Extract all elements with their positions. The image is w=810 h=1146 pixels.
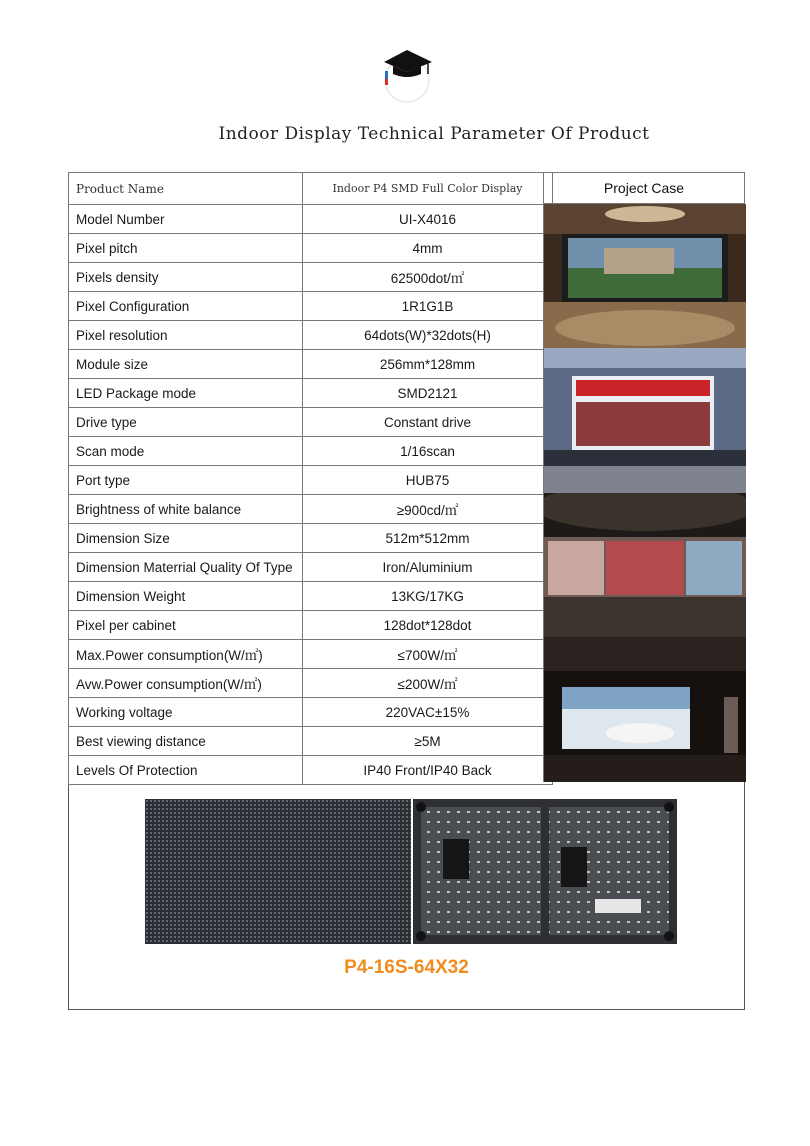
table-row [69, 582, 553, 611]
row-label: Dimension Materrial Quality Of Type [69, 553, 303, 582]
project-photo-showroom [544, 493, 746, 637]
row-label: Dimension Weight [69, 582, 303, 611]
table-row [69, 727, 553, 756]
table-row [69, 321, 553, 350]
project-case-photos [543, 204, 745, 782]
table-row [69, 350, 553, 379]
row-label: Max.Power consumption(W/㎡) [69, 640, 303, 669]
row-label: Pixel resolution [69, 321, 303, 350]
table-row [69, 524, 553, 553]
row-label: Pixel pitch [69, 234, 303, 263]
row-value: 220VAC±15% [303, 698, 553, 727]
table-row [69, 640, 553, 669]
row-value: 1/16scan [303, 437, 553, 466]
table-row [69, 756, 553, 785]
header-value: Indoor P4 SMD Full Color Display [303, 173, 553, 205]
row-value: 13KG/17KG [303, 582, 553, 611]
row-value: ≥900cd/㎡ [303, 495, 553, 524]
row-value: 64dots(W)*32dots(H) [303, 321, 553, 350]
row-value: 256mm*128mm [303, 350, 553, 379]
table-row [69, 437, 553, 466]
row-value: HUB75 [303, 466, 553, 495]
row-value: IP40 Front/IP40 Back [303, 756, 553, 785]
row-label: Working voltage [69, 698, 303, 727]
row-label: Scan mode [69, 437, 303, 466]
row-label: Model Number [69, 205, 303, 234]
project-case-header: Project Case [543, 172, 745, 204]
spec-table [68, 172, 553, 785]
row-value: Constant drive [303, 408, 553, 437]
row-label: Pixels density [69, 263, 303, 292]
table-header-row [69, 173, 553, 205]
project-photo-hall [544, 204, 746, 348]
brand-logo [376, 44, 438, 106]
table-row [69, 611, 553, 640]
table-row [69, 553, 553, 582]
row-value: 62500dot/㎡ [303, 263, 553, 292]
project-photo-car-display [544, 637, 746, 782]
row-value: SMD2121 [303, 379, 553, 408]
row-label: Dimension Size [69, 524, 303, 553]
row-label: Avw.Power consumption(W/㎡) [69, 669, 303, 698]
table-row [69, 698, 553, 727]
table-row [69, 263, 553, 292]
led-module-photo [145, 799, 677, 944]
document-title: Indoor Display Technical Parameter Of Product [218, 124, 650, 144]
row-value: UI-X4016 [303, 205, 553, 234]
row-value: ≤700W/㎡ [303, 640, 553, 669]
row-value: ≥5M [303, 727, 553, 756]
row-value: 512m*512mm [303, 524, 553, 553]
table-row [69, 669, 553, 698]
row-value: 128dot*128dot [303, 611, 553, 640]
table-row [69, 234, 553, 263]
table-row [69, 205, 553, 234]
row-label: LED Package mode [69, 379, 303, 408]
row-label: Levels Of Protection [69, 756, 303, 785]
row-label: Pixel Configuration [69, 292, 303, 321]
project-photo-conference [544, 348, 746, 493]
module-model-code: P4-16S-64X32 [344, 957, 469, 978]
row-label: Module size [69, 350, 303, 379]
row-label: Drive type [69, 408, 303, 437]
row-label: Best viewing distance [69, 727, 303, 756]
table-row [69, 495, 553, 524]
row-label: Pixel per cabinet [69, 611, 303, 640]
table-row [69, 292, 553, 321]
header-label: Product Name [69, 173, 303, 205]
row-value: ≤200W/㎡ [303, 669, 553, 698]
table-row [69, 379, 553, 408]
table-row [69, 408, 553, 437]
row-value: Iron/Aluminium [303, 553, 553, 582]
row-value: 1R1G1B [303, 292, 553, 321]
row-value: 4mm [303, 234, 553, 263]
row-label: Brightness of white balance [69, 495, 303, 524]
row-label: Port type [69, 466, 303, 495]
table-row [69, 466, 553, 495]
